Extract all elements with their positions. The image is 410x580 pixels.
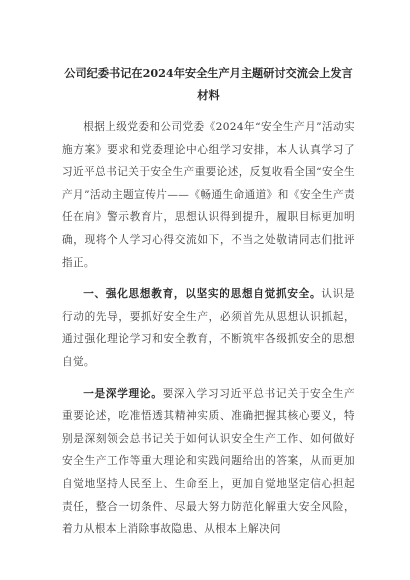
title-line-1: 公司纪委书记在2024年安全生产月主题研讨交流会上发言 <box>64 66 353 80</box>
title-line-2: 材料 <box>197 88 220 102</box>
section-one-body: 认识是行动的先导，要抓好安全生产，必须首先从思想认识抓起，通过强化理论学习和安全教育，不断筑牢各级抓安全的思想自觉。 <box>62 288 355 368</box>
section-one-heading: 一、强化思想教育，以坚实的思想自觉抓安全。 <box>83 288 322 301</box>
section-one-paragraph <box>62 283 355 373</box>
point-one-paragraph <box>62 383 355 541</box>
point-one-heading: 一是深学理论。 <box>83 387 163 400</box>
point-one-body: 要深入学习习近平总书记关于安全生产重要论述，吃准悟透其精神实质、准确把握其核心要义，特别是深刻领会总书记关于如何认识安全生产工作、如何做好安全生产工作等重大理论和实践问题给出的答案，从而更加自觉地坚持人民至上、生命至上，更加自觉地坚定信心担起责任，整合一切条件、尽最大努力防范化解重大安全风险，着力从根本上消除事故隐患、从根本上解决问 <box>62 387 356 536</box>
intro-paragraph: 根据上级党委和公司党委《2024年“安全生产月”活动实施方案》要求和党委理论中心组学习安排，本人认真学习了习近平总书记关于安全生产重要论述，反复收看全国“安全生产月”活动主题宣传片——《畅通生命通道》和《安全生产责任在肩》警示教育片，思想认识得到提升，履职目标更加明确，现将个人学习心得交流如下，不当之处敬请同志们批评指正。 <box>62 121 355 269</box>
document-title <box>62 62 355 106</box>
